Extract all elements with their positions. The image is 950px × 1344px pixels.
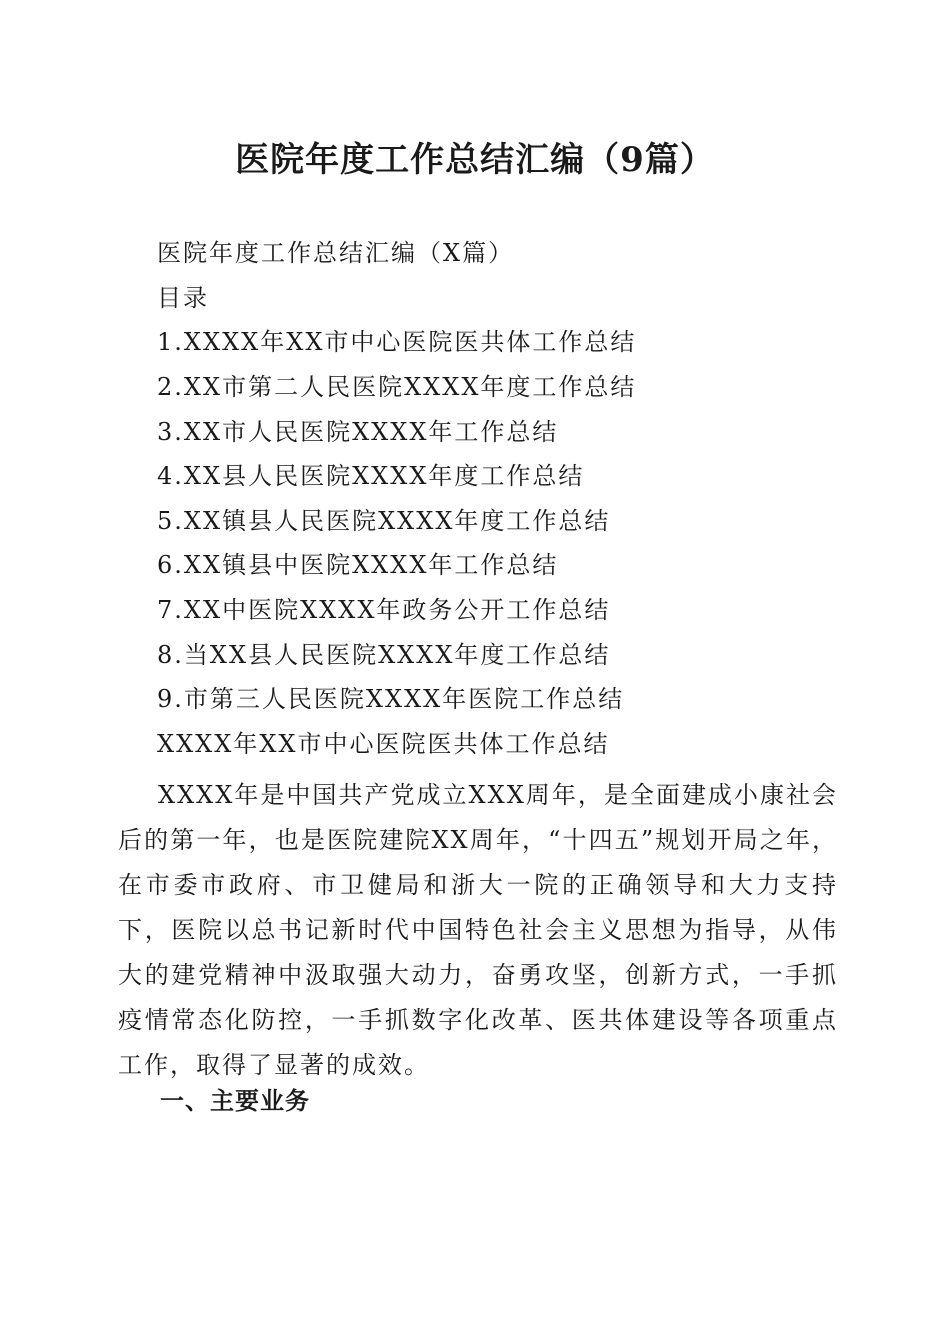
toc-item: 2.XX市第二人民医院XXXX年度工作总结	[157, 373, 637, 401]
toc-item: 9.市第三人民医院XXXX年医院工作总结	[157, 685, 625, 713]
toc-item: 7.XX中医院XXXX年政务公开工作总结	[157, 596, 611, 624]
subtitle: 医院年度工作总结汇编（X篇）	[157, 239, 515, 267]
body-paragraph	[118, 773, 838, 1088]
toc-item: 1.XXXX年XX市中心医院医共体工作总结	[157, 328, 637, 356]
toc-item: 3.XX市人民医院XXXX年工作总结	[157, 418, 559, 446]
article-title: XXXX年XX市中心医院医共体工作总结	[157, 730, 610, 758]
toc-item: 6.XX镇县中医院XXXX年工作总结	[157, 551, 559, 579]
toc-item: 5.XX镇县人民医院XXXX年度工作总结	[157, 507, 611, 535]
body-paragraph-text: XXXX年是中国共产党成立XXX周年，是全面建成小康社会后的第一年，也是医院建院XX周年，“十四五”规划开局之年，在市委市政府、市卫健局和浙大一院的正确领导和大力支持下，医院以总书记新时代中国特色社会主义思想为指导，从伟大的建党精神中汲取强大动力，奋勇攻坚，创新方式，一手抓疫情常态化防控，一手抓数字化改革、医共体建设等各项重点工作，取得了显著的成效。	[118, 781, 838, 1079]
section-heading: 一、主要业务	[160, 1087, 310, 1115]
document-title: 医院年度工作总结汇编（9篇）	[235, 140, 715, 180]
toc-heading: 目录	[157, 284, 209, 312]
toc-item: 8.当XX县人民医院XXXX年度工作总结	[157, 641, 611, 669]
toc-item: 4.XX县人民医院XXXX年度工作总结	[157, 462, 585, 490]
